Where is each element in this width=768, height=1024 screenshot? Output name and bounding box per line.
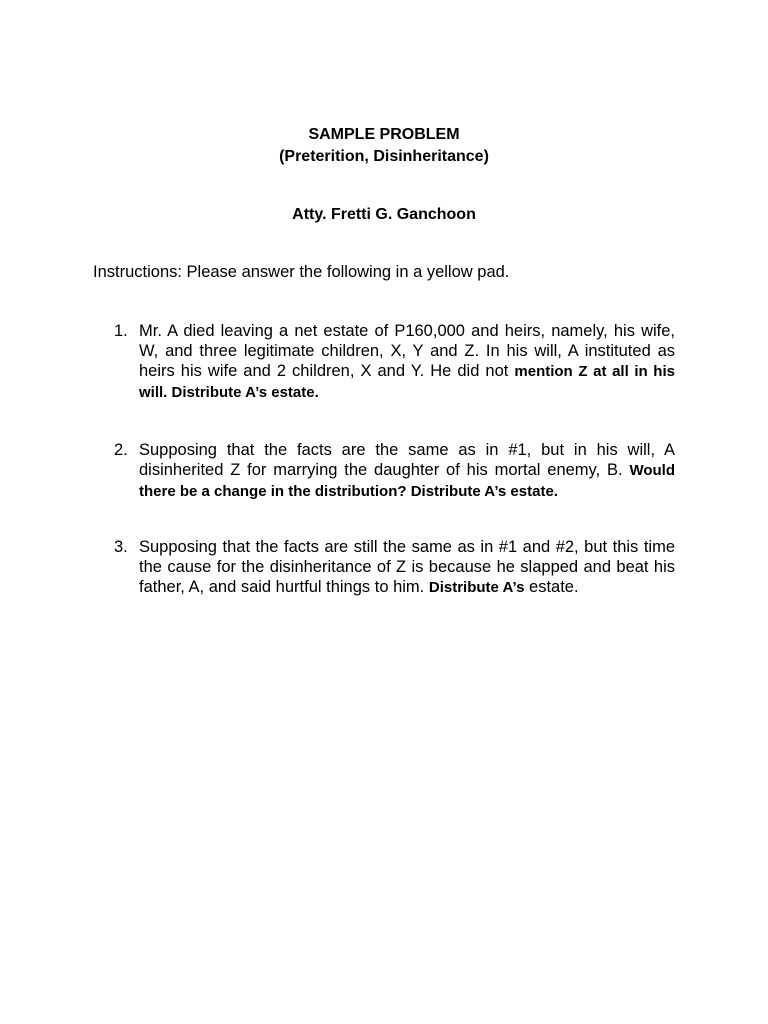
document-author: Atty. Fretti G. Ganchoon: [292, 206, 476, 223]
problem-item-3: [114, 537, 675, 598]
problem-item-1: [114, 321, 675, 403]
instructions-text: Instructions: Please answer the following in a yellow pad.: [93, 263, 510, 281]
problem-text-tail: estate.: [529, 578, 579, 596]
problem-text: Supposing that the facts are still the same as in #1 and #2, but this time the cause for the disinheritance of Z is because he slapped and beat his father, A, and said hurtful things to him.: [139, 538, 675, 596]
document-title: SAMPLE PROBLEM: [308, 126, 460, 143]
problem-question: mention Z at all in his will. Distribute A’s estate.: [139, 363, 675, 401]
document-subtitle: (Preterition, Disinheritance): [279, 148, 489, 165]
problem-item-2: [114, 440, 675, 502]
problem-number: 1.: [114, 322, 128, 340]
problem-body: [139, 321, 675, 403]
problem-body: [139, 440, 675, 502]
problem-number: 2.: [114, 441, 128, 459]
problem-number: 3.: [114, 538, 128, 556]
problem-text: Mr. A died leaving a net estate of P160,000 and heirs, namely, his wife, W, and three legitimate children, X, Y and Z. In his will, A instituted as heirs his wife and 2 children, X and Y. He did not: [139, 322, 675, 380]
problem-body: [139, 537, 675, 598]
problem-text: Supposing that the facts are the same as in #1, but in his will, A disinherited Z for marrying the daughter of his mortal enemy, B.: [139, 441, 675, 479]
problem-question: Distribute A’s: [428, 579, 525, 596]
problem-question: Would there be a change in the distribution? Distribute A’s estate.: [139, 462, 675, 500]
